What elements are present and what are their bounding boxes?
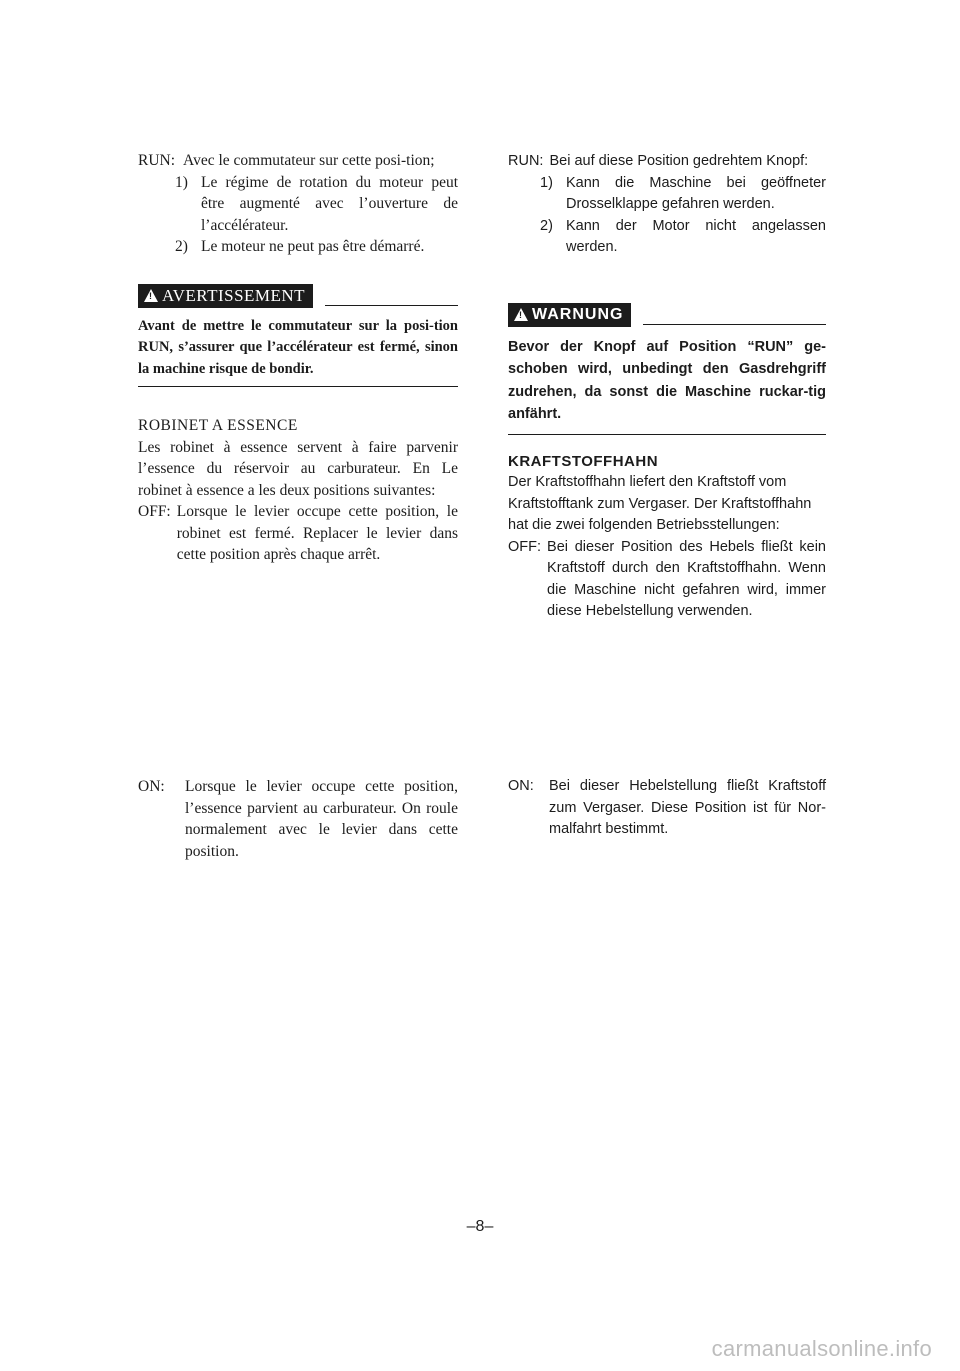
de-run-item-text: Kann der Motor nicht angelassen werden. bbox=[566, 217, 826, 255]
german-column bbox=[508, 151, 826, 623]
fr-off-text: Lorsque le levier occupe cette position, le robinet est fermé. Replacer le levier dans cette position après chaque arrêt. bbox=[176, 503, 458, 563]
de-warning-text: Bevor der Knopf auf Position “RUN” ge-schoben wird, unbedingt den Gasdrehgriff zudrehen, da sonst die Maschine ruckar-tig anfährt. bbox=[508, 338, 826, 422]
de-run-item-num: 1) bbox=[540, 174, 553, 191]
de-run-label: RUN: bbox=[508, 153, 544, 169]
warning-triangle-icon bbox=[514, 308, 528, 321]
fr-run-item-num: 2) bbox=[175, 238, 188, 255]
de-off-entry bbox=[508, 537, 826, 623]
de-warning-bottom-rule bbox=[508, 434, 826, 435]
de-fuel-intro: Der Kraftstoffhahn liefert den Kraftstoff vom Kraftstofftank zum Vergaser. Der Kraftstoffhahn hat die zwei folgenden Betriebsstellungen: bbox=[508, 474, 812, 533]
german-on-section bbox=[508, 776, 826, 841]
fr-warning-header-rule bbox=[325, 305, 458, 306]
de-run-item-num: 2) bbox=[540, 217, 553, 234]
de-off-label: OFF: bbox=[508, 538, 542, 555]
fr-fuel-intro: Les robinet à essence servent à faire parvenir l’essence du réservoir au carburateur. En Le robinet à essence a les deux positions suivantes: bbox=[138, 438, 458, 499]
fr-run-entry bbox=[138, 150, 458, 172]
de-on-label: ON: bbox=[508, 778, 534, 794]
de-run-intro: Bei auf diese Position gedrehtem Knopf: bbox=[549, 153, 809, 169]
fr-run-item-num: 1) bbox=[175, 173, 188, 191]
de-off-text: Bei dieser Position des Hebels fließt kein Kraftstoff durch den Kraftstoffhahn. Wenn die Maschine nicht gefahren wird, immer diese Hebelstellung verwenden. bbox=[547, 538, 826, 619]
french-on-section bbox=[138, 776, 458, 862]
warning-triangle-icon bbox=[144, 289, 158, 302]
de-run-item-text: Kann die Maschine bei geöffneter Drosselklappe gefahren werden. bbox=[566, 174, 826, 212]
fr-off-label: OFF: bbox=[138, 503, 171, 520]
de-fuel-heading: KRAFTSTOFFHAHN bbox=[508, 452, 659, 470]
fr-on-entry bbox=[138, 776, 458, 862]
fr-warning-header bbox=[138, 284, 458, 308]
de-run-item-1 bbox=[508, 173, 826, 216]
de-run-entry bbox=[508, 151, 826, 173]
de-warning-label: WARNUNG bbox=[532, 305, 624, 323]
de-run-item-2 bbox=[508, 216, 826, 259]
fr-warning-bottom-rule bbox=[138, 386, 458, 387]
french-column bbox=[138, 150, 458, 566]
fr-warning-text: Avant de mettre le commutateur sur la posi-tion RUN, s’assurer que l’accélérateur est fermé, sinon la machine risque de bondir. bbox=[138, 317, 458, 377]
de-warning-header bbox=[508, 303, 826, 327]
de-warning-header-rule bbox=[643, 324, 826, 325]
fr-run-intro: Avec le commutateur sur cette posi-tion; bbox=[183, 152, 435, 169]
fr-run-item-text: Le régime de rotation du moteur peut être augmenté avec l’ouverture de l’accélérateur. bbox=[201, 173, 458, 234]
watermark: carmanualsonline.info bbox=[711, 1336, 932, 1361]
fr-warning-badge bbox=[138, 284, 313, 308]
fr-off-entry bbox=[138, 501, 458, 566]
page-number: –8– bbox=[466, 1218, 494, 1235]
fr-fuel-heading: ROBINET A ESSENCE bbox=[138, 417, 298, 434]
fr-warning-label: AVERTISSEMENT bbox=[162, 285, 306, 305]
de-on-text: Bei dieser Hebelstellung fließt Kraftstoff zum Vergaser. Diese Position ist für Nor-malfahrt bestimmt. bbox=[549, 778, 826, 837]
fr-run-item-2 bbox=[138, 236, 458, 258]
fr-run-item-1 bbox=[138, 172, 458, 237]
fr-on-text: Lorsque le levier occupe cette position, l’essence parvient au carburateur. On roule normalement avec le levier dans cette position. bbox=[185, 778, 458, 860]
de-on-entry bbox=[508, 776, 826, 841]
fr-on-label: ON: bbox=[138, 778, 165, 795]
de-warning-badge bbox=[508, 303, 631, 327]
fr-run-label: RUN: bbox=[138, 152, 176, 169]
fr-run-item-text: Le moteur ne peut pas être démarré. bbox=[201, 238, 425, 255]
